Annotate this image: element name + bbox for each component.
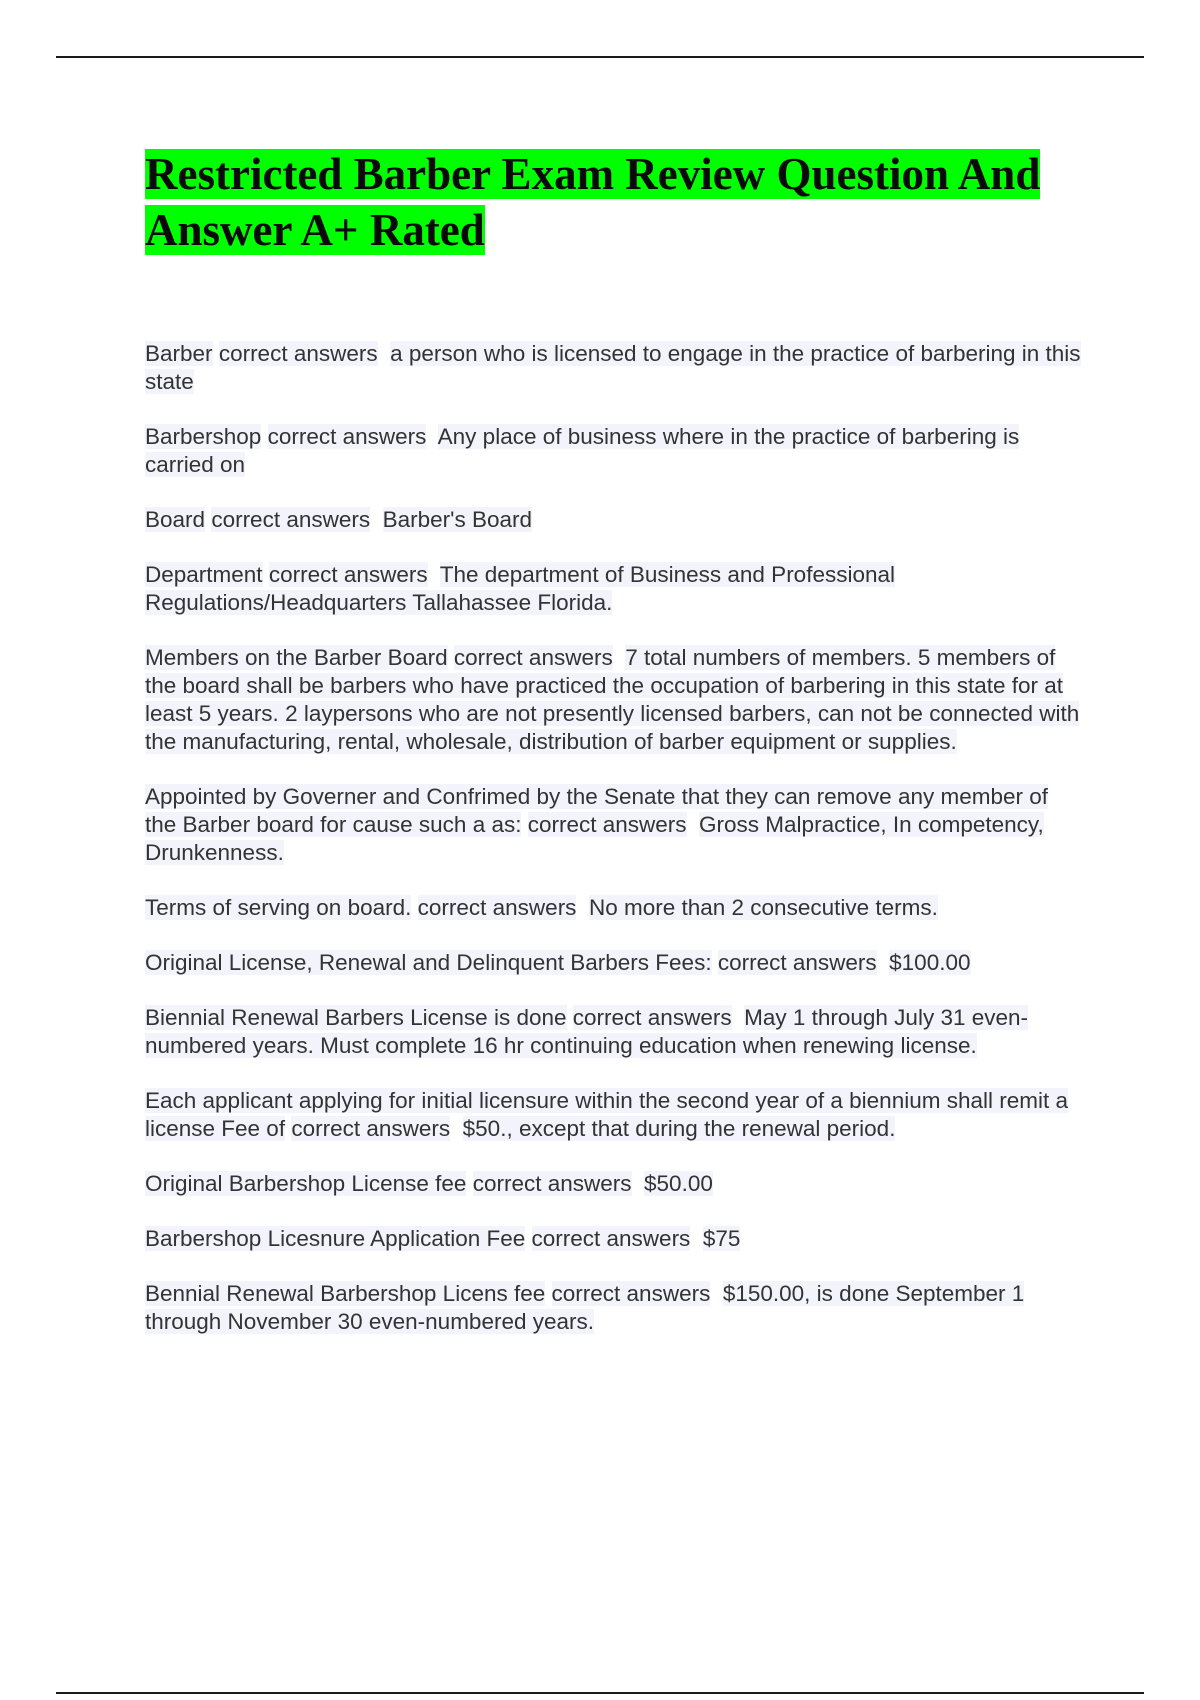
qa-answer: Barber's Board xyxy=(382,507,532,532)
document-title xyxy=(145,146,1085,258)
qa-item xyxy=(145,340,1085,396)
qa-item xyxy=(145,644,1085,756)
qa-answer: The department of Business and Professional Regulations/Headquarters Tallahassee Florida. xyxy=(145,562,895,615)
qa-question: Original License, Renewal and Delinquent Barbers Fees: xyxy=(145,950,712,975)
qa-separator: correct answers xyxy=(531,1226,691,1251)
qa-separator: correct answers xyxy=(211,507,371,532)
top-rule xyxy=(56,56,1144,58)
qa-answer: Gross Malpractice, In competency, Drunkenness. xyxy=(145,812,1044,865)
qa-question: Original Barbershop License fee xyxy=(145,1171,467,1196)
qa-item xyxy=(145,506,1085,534)
qa-separator: correct answers xyxy=(551,1281,711,1306)
qa-answer: a person who is licensed to engage in the practice of barbering in this state xyxy=(145,341,1081,394)
qa-item xyxy=(145,1225,1085,1253)
qa-question: Barbershop xyxy=(145,424,262,449)
qa-separator: correct answers xyxy=(218,341,378,366)
document-body xyxy=(145,146,1085,1363)
qa-answer: Any place of business where in the practice of barbering is carried on xyxy=(145,424,1020,477)
qa-item xyxy=(145,949,1085,977)
qa-answer: $50., except that during the renewal period. xyxy=(462,1116,896,1141)
qa-item xyxy=(145,1170,1085,1198)
qa-answer: $75 xyxy=(702,1226,741,1251)
qa-separator: correct answers xyxy=(472,1171,632,1196)
qa-question: Department xyxy=(145,562,263,587)
qa-question: Members on the Barber Board xyxy=(145,645,448,670)
qa-question: Barber xyxy=(145,341,213,366)
qa-item xyxy=(145,1087,1085,1143)
qa-question: Terms of serving on board. xyxy=(145,895,412,920)
qa-answer: 7 total numbers of members. 5 members of the board shall be barbers who have practiced the occupation of barbering in this state for at least 5 years. 2 laypersons who are not presently licensed barbers, can not be connected with the manufacturing, rental, wholesale, distribution of barber equipment or supplies. xyxy=(145,645,1080,754)
qa-separator: correct answers xyxy=(527,812,687,837)
qa-answer: No more than 2 consecutive terms. xyxy=(588,895,938,920)
qa-answer: $100.00 xyxy=(889,950,971,975)
qa-question: Each applicant applying for initial licensure within the second year of a biennium shall remit a license Fee of xyxy=(145,1088,1069,1141)
qa-question: Bennial Renewal Barbershop Licens fee xyxy=(145,1281,546,1306)
qa-separator: correct answers xyxy=(267,424,427,449)
qa-separator: correct answers xyxy=(453,645,613,670)
qa-separator: correct answers xyxy=(291,1116,451,1141)
bottom-rule xyxy=(56,1692,1144,1694)
qa-item xyxy=(145,561,1085,617)
qa-list xyxy=(145,340,1085,1336)
qa-item xyxy=(145,1004,1085,1060)
qa-question: Barbershop Licesnure Application Fee xyxy=(145,1226,526,1251)
qa-separator: correct answers xyxy=(268,562,428,587)
qa-separator: correct answers xyxy=(417,895,577,920)
qa-answer: $50.00 xyxy=(644,1171,713,1196)
qa-separator: correct answers xyxy=(572,1005,732,1030)
qa-item xyxy=(145,783,1085,867)
qa-separator: correct answers xyxy=(717,950,877,975)
qa-answer: May 1 through July 31 even-numbered years. Must complete 16 hr continuing education when renewing license. xyxy=(145,1005,1029,1058)
qa-item xyxy=(145,894,1085,922)
qa-answer: $150.00, is done September 1 through November 30 even-numbered years. xyxy=(145,1281,1025,1334)
qa-question: Appointed by Governer and Confrimed by the Senate that they can remove any member of the Barber board for cause such a as: xyxy=(145,784,1049,837)
qa-item xyxy=(145,1280,1085,1336)
qa-item xyxy=(145,423,1085,479)
qa-question: Board xyxy=(145,507,206,532)
document-title-text: Restricted Barber Exam Review Question And Answer A+ Rated xyxy=(145,149,1041,255)
qa-question: Biennial Renewal Barbers License is done xyxy=(145,1005,567,1030)
